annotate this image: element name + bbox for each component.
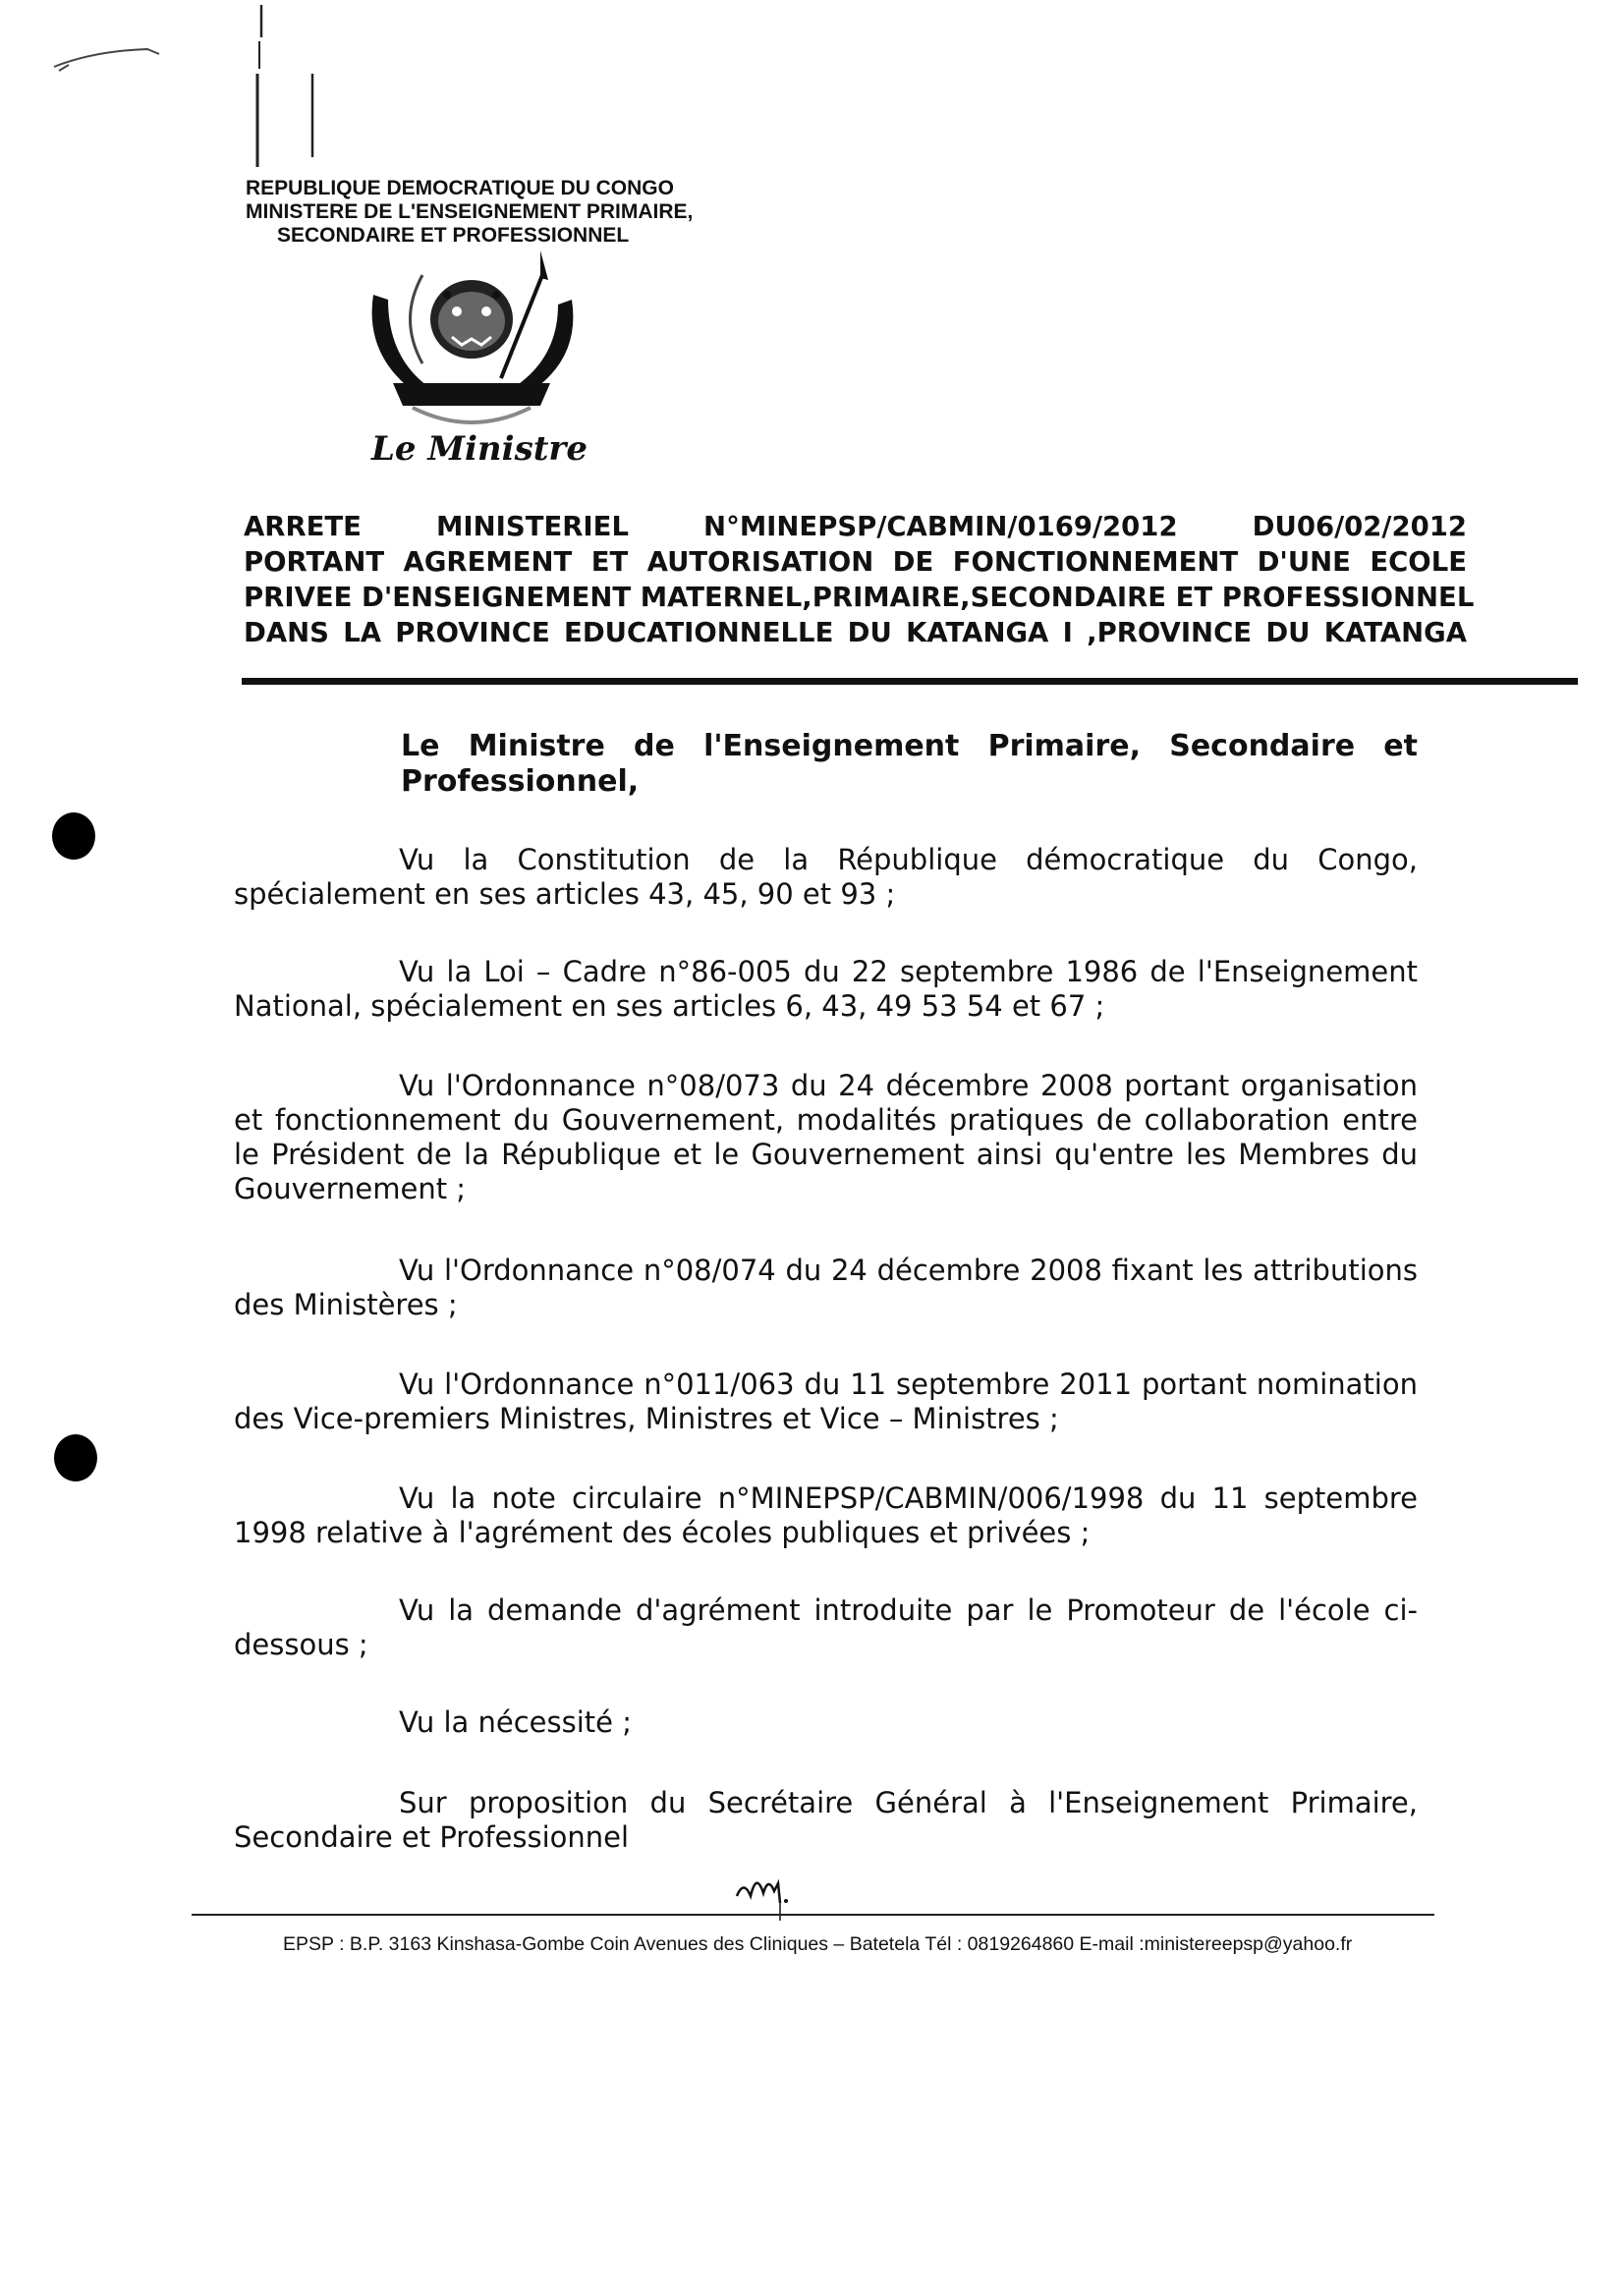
- decree-title-line3: PRIVEE D'ENSEIGNEMENT MATERNEL,PRIMAIRE,SECONDAIRE ET PROFESSIONNEL: [244, 582, 1475, 613]
- decree-title-line1: ARRETE MINISTERIEL N°MINEPSP/CABMIN/0169/2012 DU06/02/2012: [244, 511, 1467, 542]
- handwritten-initials: [729, 1862, 798, 1921]
- title-underline: [242, 678, 1578, 685]
- header-ministry: MINISTERE DE L'ENSEIGNEMENT PRIMAIRE,: [246, 200, 694, 223]
- footer-rule: [192, 1914, 1434, 1916]
- paragraph-demande: [234, 1593, 1418, 1662]
- paragraph-text: Vu la nécessité ;: [399, 1705, 632, 1739]
- scan-marks: [0, 0, 393, 196]
- paragraph-text: Vu la Loi – Cadre n°86-005 du 22 septembre 1986 de l'Enseignement National, spécialement en ses articles 6, 43, 49 53 54 et 67 ;: [234, 955, 1418, 1023]
- decree-title-line4: DANS LA PROVINCE EDUCATIONNELLE DU KATANGA I ,PROVINCE DU KATANGA: [244, 617, 1467, 648]
- punch-hole-upper: [52, 812, 95, 860]
- paragraph-text: Vu la note circulaire n°MINEPSP/CABMIN/006/1998 du 11 septembre 1998 relative à l'agrément des écoles publiques et privées ;: [234, 1481, 1418, 1549]
- paragraph-proposition: [234, 1786, 1418, 1855]
- paragraph-loi-cadre: [234, 955, 1418, 1024]
- header-country: REPUBLIQUE DEMOCRATIQUE DU CONGO: [246, 177, 674, 199]
- paragraph-constitution: [234, 843, 1418, 912]
- minister-intro: Le Ministre de l'Enseignement Primaire, Secondaire et Professionnel,: [401, 729, 1418, 799]
- paragraph-note-circulaire: [234, 1481, 1418, 1550]
- paragraph-ordonnance-063: [234, 1368, 1418, 1436]
- paragraph-text: Vu l'Ordonnance n°011/063 du 11 septembre 2011 portant nomination des Vice-premiers Ministres, Ministres et Vice – Ministres ;: [234, 1368, 1418, 1435]
- paragraph-necessite: [234, 1705, 1418, 1740]
- punch-hole-lower: [54, 1434, 97, 1481]
- paragraph-ordonnance-073: [234, 1069, 1418, 1206]
- coat-of-arms-emblem: [354, 251, 589, 452]
- footer-address: EPSP : B.P. 3163 Kinshasa-Gombe Coin Avenues des Cliniques – Batetela Tél : 0819264860 E-mail :ministereepsp@yahoo.fr: [283, 1933, 1353, 1955]
- paragraph-ordonnance-074: [234, 1254, 1418, 1322]
- paragraph-text: Vu l'Ordonnance n°08/074 du 24 décembre 2008 fixant les attributions des Ministères ;: [234, 1254, 1418, 1321]
- header-ministry-cont: SECONDAIRE ET PROFESSIONNEL: [277, 224, 630, 247]
- minister-signature-label: Le Ministre: [371, 429, 588, 469]
- paragraph-text: Vu la Constitution de la République démocratique du Congo, spécialement en ses articles 43, 45, 90 et 93 ;: [234, 843, 1418, 911]
- paragraph-text: Sur proposition du Secrétaire Général à l'Enseignement Primaire, Secondaire et Professionnel: [234, 1786, 1418, 1854]
- decree-title-line2: PORTANT AGREMENT ET AUTORISATION DE FONCTIONNEMENT D'UNE ECOLE: [244, 546, 1467, 578]
- paragraph-text: Vu la demande d'agrément introduite par le Promoteur de l'école ci-dessous ;: [234, 1593, 1418, 1661]
- paragraph-text: Vu l'Ordonnance n°08/073 du 24 décembre 2008 portant organisation et fonctionnement du Gouvernement, modalités pratiques de collaboration entre le Président de la République et le Gouvernement ainsi qu'entre les Membres du Gouvernement ;: [234, 1069, 1418, 1205]
